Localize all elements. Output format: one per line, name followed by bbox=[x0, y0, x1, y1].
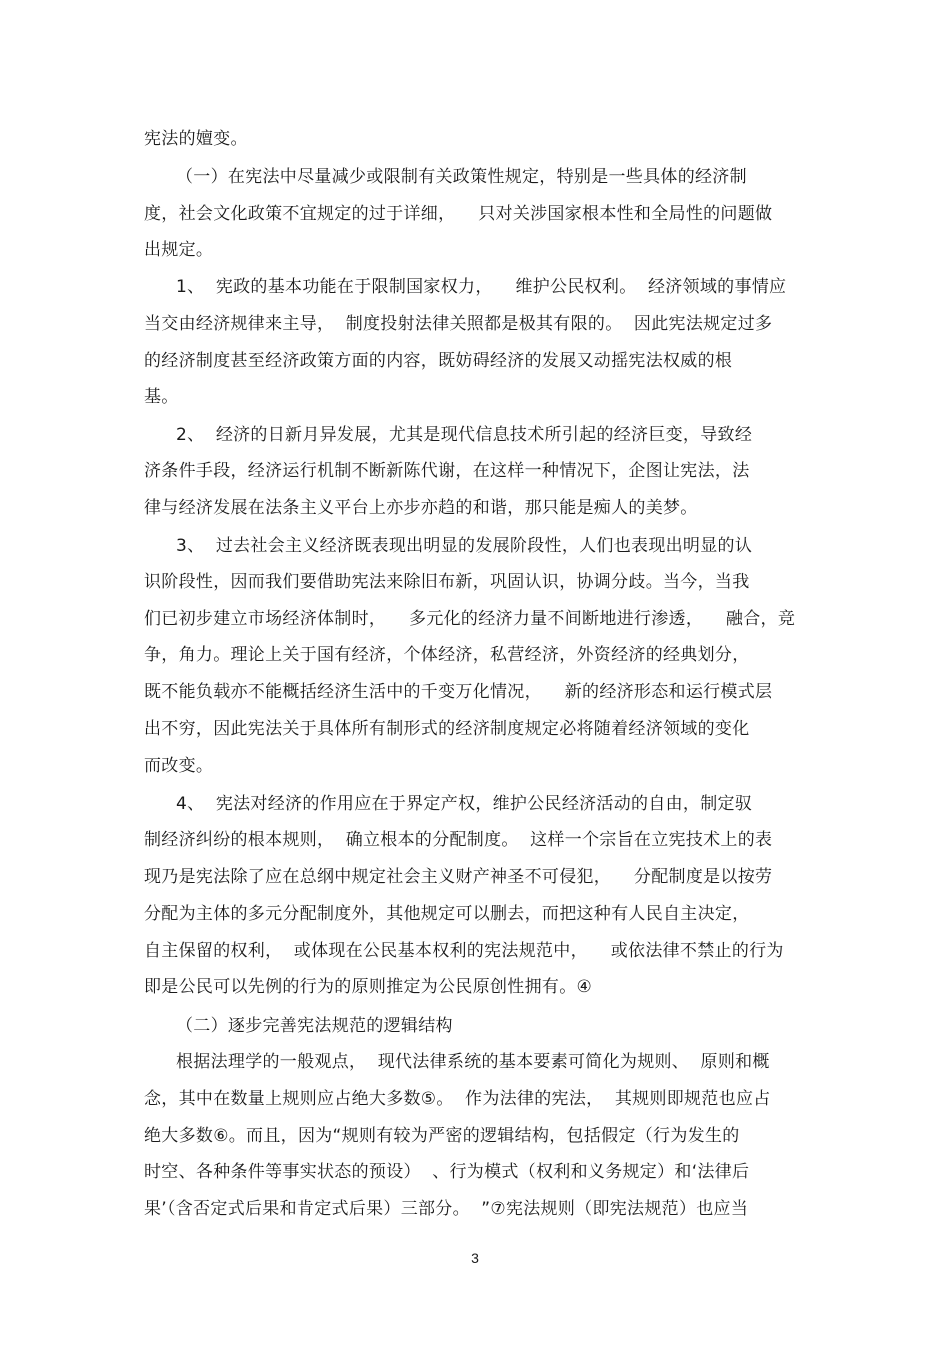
text-line: 争，角力。理论上关于国有经济，个体经济，私营经济，外资经济的经典划分， bbox=[144, 645, 750, 665]
text-line: 1、 宪政的基本功能在于限制国家权力， 维护公民权利。 经济领域的事情应 bbox=[176, 277, 787, 297]
text-line: 即是公民可以先例的行为的原则推定为公民原创性拥有。④ bbox=[144, 977, 593, 997]
text-line: 的经济制度甚至经济政策方面的内容，既妨碍经济的发展又动摇宪法权威的根 bbox=[144, 351, 733, 371]
text-line: 绝大多数⑥。而且，因为“规则有较为严密的逻辑结构，包括假定（行为发生的 bbox=[144, 1126, 740, 1146]
text-line: 识阶段性，因而我们要借助宪法来除旧布新，巩固认识，协调分歧。当今，当我 bbox=[144, 572, 750, 592]
text-line: 自主保留的权利， 或体现在公民基本权利的宪法规范中， 或依法律不禁止的行为 bbox=[144, 941, 784, 961]
text-line: 果’（含否定式后果和肯定式后果）三部分。 ”⑦宪法规则（即宪法规范）也应当 bbox=[144, 1199, 749, 1219]
text-line: 宪法的嬗变。 bbox=[144, 129, 248, 149]
text-line: 基。 bbox=[144, 387, 179, 407]
text-line: 现乃是宪法除了应在总纲中规定社会主义财产神圣不可侵犯， 分配制度是以按劳 bbox=[144, 867, 773, 887]
text-line: 制经济纠纷的根本规则， 确立根本的分配制度。 这样一个宗旨在立宪技术上的表 bbox=[144, 830, 773, 850]
text-line: 2、 经济的日新月异发展，尤其是现代信息技术所引起的经济巨变，导致经 bbox=[176, 425, 753, 445]
section-heading: （二）逐步完善宪法规范的逻辑结构 bbox=[176, 1016, 453, 1036]
text-line: 根据法理学的一般观点， 现代法律系统的基本要素可简化为规则、 原则和概 bbox=[176, 1052, 770, 1072]
text-line: 出不穷，因此宪法关于具体所有制形式的经济制度规定必将随着经济领域的变化 bbox=[144, 719, 750, 739]
text-line: 济条件手段，经济运行机制不断新陈代谢，在这样一种情况下，企图让宪法，法 bbox=[144, 461, 750, 481]
text-line: 时空、各种条件等事实状态的预设） 、行为模式（权利和义务规定）和‘法律后 bbox=[144, 1162, 750, 1182]
text-line: 出规定。 bbox=[144, 240, 214, 260]
page-number: 3 bbox=[471, 1250, 479, 1266]
text-line: 当交由经济规律来主导， 制度投射法律关照都是极其有限的。 因此宪法规定过多 bbox=[144, 314, 773, 334]
text-line: 律与经济发展在法条主义平台上亦步亦趋的和谐，那只能是痴人的美梦。 bbox=[144, 498, 698, 518]
text-line: 既不能负载亦不能概括经济生活中的千变万化情况， 新的经济形态和运行模式层 bbox=[144, 682, 773, 702]
text-line: 4、 宪法对经济的作用应在于界定产权，维护公民经济活动的自由，制定驭 bbox=[176, 794, 753, 814]
text-line: 3、 过去社会主义经济既表现出明显的发展阶段性，人们也表现出明显的认 bbox=[176, 536, 753, 556]
text-line: （一）在宪法中尽量减少或限制有关政策性规定，特别是一些具体的经济制 bbox=[176, 167, 747, 187]
text-line: 度，社会文化政策不宜规定的过于详细， 只对关涉国家根本性和全局性的问题做 bbox=[144, 204, 773, 224]
text-line: 们已初步建立市场经济体制时， 多元化的经济力量不间断地进行渗透， 融合，竞 bbox=[144, 609, 796, 629]
text-line: 而改变。 bbox=[144, 756, 214, 776]
text-line: 念，其中在数量上规则应占绝大多数⑤。 作为法律的宪法， 其规则即规范也应占 bbox=[144, 1089, 771, 1109]
text-line: 分配为主体的多元分配制度外，其他规定可以删去，而把这种有人民自主决定， bbox=[144, 904, 750, 924]
